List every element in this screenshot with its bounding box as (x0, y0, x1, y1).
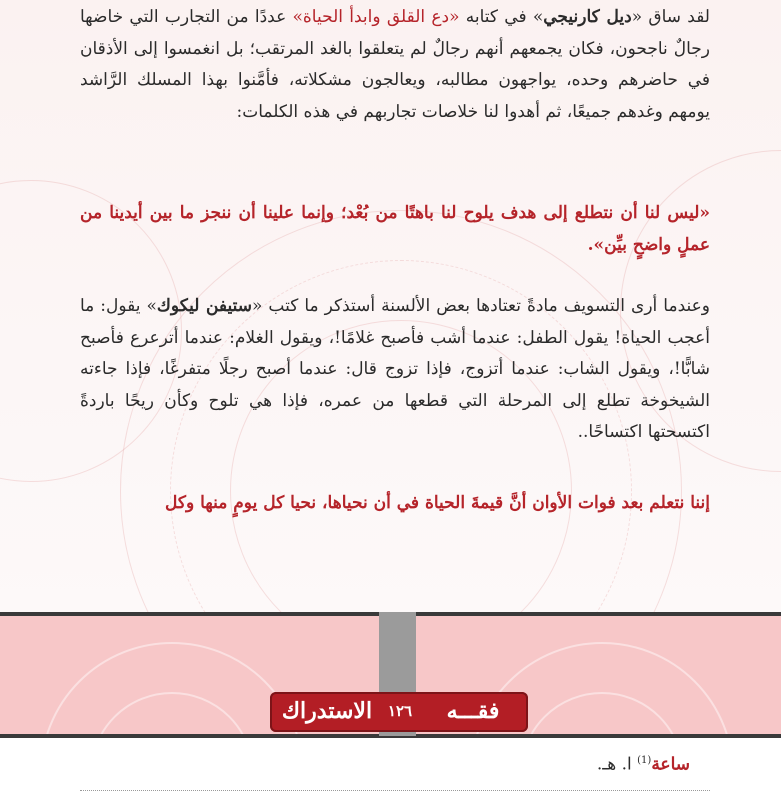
paragraph-carnegie (80, 2, 710, 128)
book-title: «دع القلق وابدأ الحياة» (292, 7, 460, 27)
text-run: عددًا من التجارب التي خاضها رجالٌ ناجحون، فكان يجمعهم أنهم رجالٌ لم يتعلقوا بالغد المرتقب؛ بل انغمسوا إلى الأذقان في حاضرهم وحده، يواجهون مطالبه، ويعالجون مشكلاته، فأمَّنوا بهذا المسلك الرَّاشد يومهم وغدهم جميعًا، ثم أهدوا لنا خلاصات تجاربهم في هذه الكلمات: (80, 7, 710, 122)
author-name: ستيفن ليكوك (156, 296, 252, 316)
author-name: ديل كارنيجي (543, 7, 632, 27)
text-run: » يقول: ما أعجب الحياة! يقول الطفل: عندما أشب فأصبح غلامًا!، ويقول الغلام: عندما أترعرع فأصبح شابًّا!، ويقول الشاب: عندما أتزوج، فإذا تزوج قال: عندما أصبح رجلًا متفرغًا، فإذا جاءته الشيخوخة تطلع إلى المرحلة التي قطعها من عمره، فإذا هي تلوح وكأن ريحًا باردةً اكتسحتها اكتساحًا.. (80, 296, 711, 442)
continued-word: ساعة (651, 754, 690, 775)
text-run: » في كتابه (459, 7, 544, 27)
paragraph-leacock (80, 291, 710, 449)
end-abbreviation: ا. هـ. (596, 754, 638, 775)
next-text-edge (80, 790, 710, 801)
highlighted-quote: إننا نتعلم بعد فوات الأوان أنَّ قيمةَ الحياة في أن نحياها، نحيا كل يومٍ منها وكل (165, 493, 710, 513)
running-title-right: فقـــه (446, 698, 500, 724)
text-run: لقد ساق « (631, 7, 710, 27)
footnote-marker: (1) (637, 755, 652, 766)
running-title-left: الاستدراك (281, 698, 373, 724)
page-number: ١٢٦ (387, 702, 413, 720)
text-run: وعندما أرى التسويف مادةً تعتادها بعض الألسنة أستذكر ما كتب « (252, 296, 710, 316)
continuation-line (400, 746, 690, 780)
highlighted-quote: «ليس لنا أن نتطلع إلى هدف يلوح لنا باهتًا من بُعْد؛ وإنما علينا أن ننجز ما بين أيدينا من عملٍ واضحٍ بيِّن». (80, 203, 710, 255)
